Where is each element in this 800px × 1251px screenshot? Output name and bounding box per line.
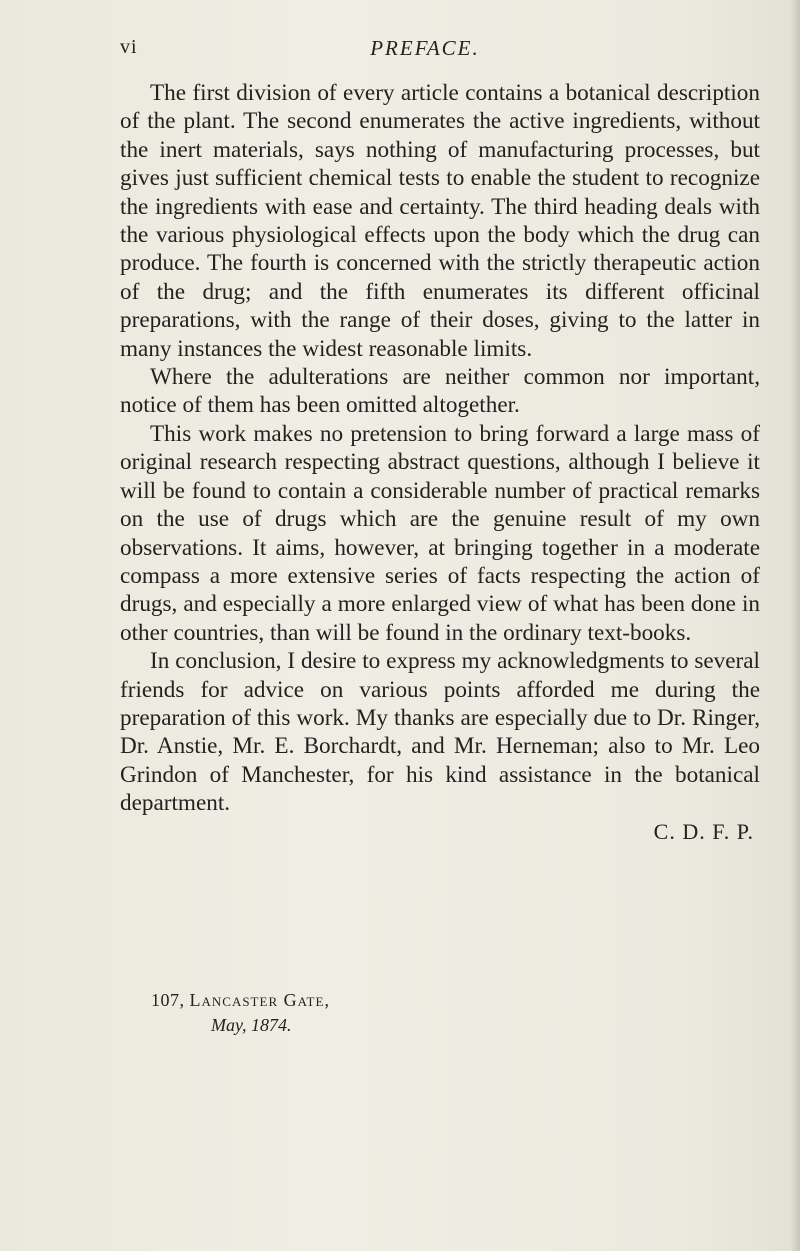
preface-body [120, 79, 760, 846]
author-initials: C. D. F. P. [653, 818, 754, 844]
running-title: PREFACE. [370, 36, 480, 60]
address-date: May, 1874. [211, 1015, 292, 1035]
paragraph-adulterations: Where the adulterations are neither common nor important, notice of them has been omitted altogether. [120, 364, 760, 419]
paragraph-acknowledgments: In conclusion, I desire to express my acknowledgments to several friends for advice on various points afforded me during the preparation of this work. My thanks are especially due to Dr. Ringer, Dr. Anstie, Mr. E. Borchardt, and Mr. Herneman; also to Mr. Leo Grindon of Manchester, for his kind assistance in the botanical department. [120, 648, 760, 817]
address-block [151, 988, 330, 1038]
running-head [120, 36, 760, 66]
page-edge-shadow [790, 0, 800, 1251]
page-number: vi [120, 36, 138, 58]
address-street: 107, Lancaster Gate, [151, 990, 330, 1010]
paragraph-divisions: The first division of every article contains a botanical description of the plant. The second enumerates the active ingredients, without the inert materials, says nothing of manufacturing processes, but gives just sufficient chemical tests to enable the student to recognize the ingredients with ease and certainty. The third heading deals with the various physiological effects upon the body which the drug can produce. The fourth is concerned with the strictly therapeutic action of the drug; and the fifth enumerates its different officinal preparations, with the range of their doses, giving to the latter in many instances the widest reasonable limits. [120, 80, 760, 362]
paragraph-pretension: This work makes no pretension to bring forward a large mass of original research respecting abstract questions, although I believe it will be found to contain a considerable number of practical remarks on the use of drugs which are the genuine result of my own observations. It aims, however, at bringing together in a moderate compass a more extensive series of facts respecting the action of drugs, and especially a more enlarged view of what has been done in other countries, than will be found in the ordinary text-books. [120, 420, 760, 646]
